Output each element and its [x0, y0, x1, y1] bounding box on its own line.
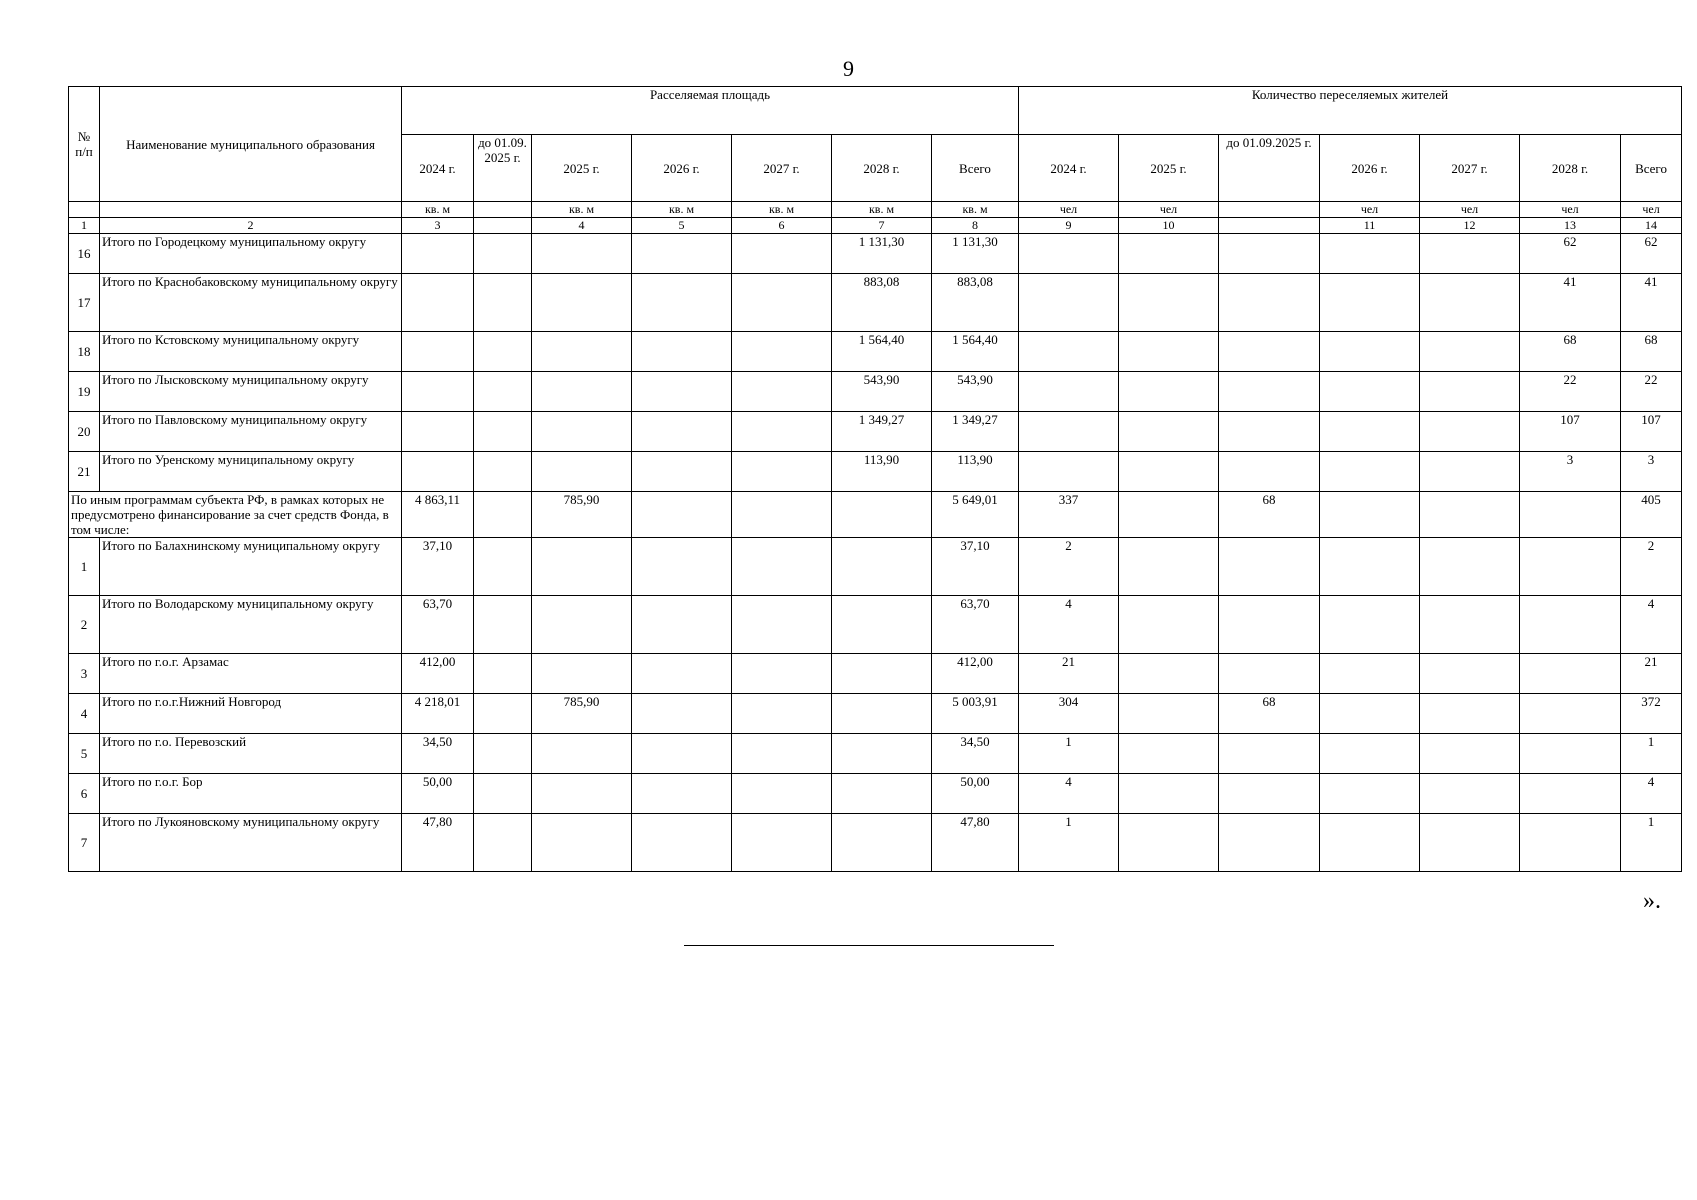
header-area-group: Расселяемая площадь — [402, 87, 1019, 135]
value-cell — [732, 654, 832, 694]
value-cell: 107 — [1520, 412, 1621, 452]
value-cell: 412,00 — [402, 654, 474, 694]
value-cell — [1320, 234, 1420, 274]
table-row — [69, 332, 1682, 372]
value-cell — [1420, 332, 1520, 372]
value-cell — [732, 332, 832, 372]
header-area-year: 2027 г. — [732, 135, 832, 202]
value-cell: 41 — [1520, 274, 1621, 332]
value-cell — [1119, 332, 1219, 372]
value-cell — [1019, 412, 1119, 452]
row-name: Итого по Володарскому муниципальному округу — [100, 596, 402, 654]
value-cell — [474, 492, 532, 538]
row-name: Итого по Городецкому муниципальному округу — [100, 234, 402, 274]
unit-cell: чел — [1019, 202, 1119, 218]
table-row-special — [69, 492, 1682, 538]
value-cell — [732, 492, 832, 538]
value-cell — [732, 774, 832, 814]
column-number-cell: 8 — [932, 218, 1019, 234]
header-residents-year: 2024 г. — [1019, 135, 1119, 202]
value-cell: 1 131,30 — [932, 234, 1019, 274]
value-cell — [1520, 492, 1621, 538]
value-cell: 2 — [1019, 538, 1119, 596]
value-cell — [532, 234, 632, 274]
value-cell — [1420, 654, 1520, 694]
value-cell — [532, 538, 632, 596]
value-cell — [632, 372, 732, 412]
value-cell: 63,70 — [402, 596, 474, 654]
row-name: Итого по Кстовскому муниципальному округу — [100, 332, 402, 372]
value-cell — [1320, 452, 1420, 492]
column-number-cell: 7 — [832, 218, 932, 234]
value-cell: 107 — [1621, 412, 1682, 452]
value-cell: 304 — [1019, 694, 1119, 734]
value-cell — [1420, 814, 1520, 872]
header-area-year: 2028 г. — [832, 135, 932, 202]
value-cell — [1520, 814, 1621, 872]
value-cell — [1420, 412, 1520, 452]
unit-cell: кв. м — [632, 202, 732, 218]
value-cell: 785,90 — [532, 492, 632, 538]
value-cell — [1320, 332, 1420, 372]
row-number: 2 — [69, 596, 100, 654]
value-cell: 785,90 — [532, 694, 632, 734]
value-cell — [732, 538, 832, 596]
table-row — [69, 694, 1682, 734]
value-cell — [474, 372, 532, 412]
value-cell — [532, 654, 632, 694]
page-number: 9 — [843, 56, 854, 81]
value-cell: 68 — [1621, 332, 1682, 372]
value-cell: 113,90 — [832, 452, 932, 492]
row-name: Итого по г.о.г.Нижний Новгород — [100, 694, 402, 734]
value-cell: 1 564,40 — [832, 332, 932, 372]
value-cell — [1219, 412, 1320, 452]
value-cell — [832, 538, 932, 596]
value-cell — [532, 452, 632, 492]
value-cell — [1019, 452, 1119, 492]
value-cell — [1119, 538, 1219, 596]
value-cell: 5 003,91 — [932, 694, 1019, 734]
value-cell: 1 — [1019, 814, 1119, 872]
value-cell — [1119, 734, 1219, 774]
header-name: Наименование муниципального образования — [100, 87, 402, 202]
value-cell — [1219, 538, 1320, 596]
column-number-cell: 3 — [402, 218, 474, 234]
table-row — [69, 372, 1682, 412]
table-row — [69, 538, 1682, 596]
value-cell — [402, 332, 474, 372]
value-cell: 62 — [1621, 234, 1682, 274]
value-cell — [532, 274, 632, 332]
value-cell — [532, 412, 632, 452]
value-cell — [632, 492, 732, 538]
row-number: 19 — [69, 372, 100, 412]
column-number-cell: 10 — [1119, 218, 1219, 234]
value-cell — [402, 372, 474, 412]
value-cell: 21 — [1621, 654, 1682, 694]
value-cell: 1 — [1019, 734, 1119, 774]
value-cell — [632, 694, 732, 734]
value-cell — [1520, 694, 1621, 734]
value-cell — [1219, 774, 1320, 814]
row-number: 16 — [69, 234, 100, 274]
column-number-cell: 5 — [632, 218, 732, 234]
value-cell: 1 — [1621, 814, 1682, 872]
value-cell: 1 564,40 — [932, 332, 1019, 372]
value-cell: 68 — [1520, 332, 1621, 372]
value-cell — [1119, 654, 1219, 694]
value-cell — [1420, 694, 1520, 734]
header-area-year: 2026 г. — [632, 135, 732, 202]
header-residents-group: Количество переселяемых жителей — [1019, 87, 1682, 135]
unit-cell — [474, 202, 532, 218]
value-cell — [474, 452, 532, 492]
table-row — [69, 814, 1682, 872]
row-number: 7 — [69, 814, 100, 872]
value-cell — [1320, 372, 1420, 412]
row-name: Итого по Балахнинскому муниципальному округу — [100, 538, 402, 596]
value-cell — [732, 452, 832, 492]
column-number-cell: 13 — [1520, 218, 1621, 234]
table-row — [69, 654, 1682, 694]
value-cell — [632, 734, 732, 774]
value-cell — [474, 814, 532, 872]
row-name: Итого по Краснобаковскому муниципальному округу — [100, 274, 402, 332]
value-cell: 2 — [1621, 538, 1682, 596]
value-cell — [832, 492, 932, 538]
header-residents-year: Всего — [1621, 135, 1682, 202]
unit-cell: чел — [1320, 202, 1420, 218]
value-cell — [1320, 734, 1420, 774]
header-residents-year: 2026 г. — [1320, 135, 1420, 202]
row-name: Итого по г.о. Перевозский — [100, 734, 402, 774]
row-number: 5 — [69, 734, 100, 774]
value-cell — [732, 814, 832, 872]
value-cell: 4 — [1621, 774, 1682, 814]
row-number: 1 — [69, 538, 100, 596]
value-cell — [1320, 694, 1420, 734]
value-cell — [832, 734, 932, 774]
value-cell — [1520, 654, 1621, 694]
value-cell: 412,00 — [932, 654, 1019, 694]
value-cell — [1219, 332, 1320, 372]
value-cell: 405 — [1621, 492, 1682, 538]
value-cell — [732, 274, 832, 332]
value-cell: 113,90 — [932, 452, 1019, 492]
value-cell: 5 649,01 — [932, 492, 1019, 538]
row-number: 6 — [69, 774, 100, 814]
value-cell — [402, 412, 474, 452]
value-cell: 47,80 — [932, 814, 1019, 872]
column-number-cell: 9 — [1019, 218, 1119, 234]
value-cell — [632, 596, 732, 654]
value-cell — [1420, 774, 1520, 814]
column-number-cell: 14 — [1621, 218, 1682, 234]
value-cell — [1119, 774, 1219, 814]
value-cell — [1219, 654, 1320, 694]
value-cell — [474, 274, 532, 332]
value-cell: 50,00 — [402, 774, 474, 814]
value-cell — [402, 452, 474, 492]
value-cell — [1219, 452, 1320, 492]
value-cell: 1 — [1621, 734, 1682, 774]
value-cell — [532, 596, 632, 654]
value-cell — [832, 596, 932, 654]
value-cell — [402, 274, 474, 332]
value-cell: 1 349,27 — [832, 412, 932, 452]
header-residents-year: до 01.09.2025 г. — [1219, 135, 1320, 202]
value-cell — [732, 734, 832, 774]
row-number: 17 — [69, 274, 100, 332]
unit-cell: кв. м — [532, 202, 632, 218]
value-cell — [1420, 452, 1520, 492]
column-number-cell: 4 — [532, 218, 632, 234]
value-cell — [532, 332, 632, 372]
table-row — [69, 734, 1682, 774]
column-number-cell: 1 — [69, 218, 100, 234]
unit-cell: кв. м — [732, 202, 832, 218]
value-cell: 883,08 — [832, 274, 932, 332]
value-cell — [632, 654, 732, 694]
value-cell — [732, 234, 832, 274]
unit-cell: чел — [1420, 202, 1520, 218]
row-name: Итого по г.о.г. Бор — [100, 774, 402, 814]
row-number: 4 — [69, 694, 100, 734]
resettlement-table — [68, 86, 1682, 872]
value-cell — [1019, 372, 1119, 412]
table-row — [69, 274, 1682, 332]
value-cell — [632, 814, 732, 872]
value-cell — [1219, 814, 1320, 872]
value-cell — [632, 412, 732, 452]
value-cell: 3 — [1621, 452, 1682, 492]
row-number: 21 — [69, 452, 100, 492]
value-cell: 22 — [1520, 372, 1621, 412]
value-cell: 68 — [1219, 492, 1320, 538]
value-cell — [1119, 234, 1219, 274]
value-cell — [832, 694, 932, 734]
value-cell — [474, 332, 532, 372]
value-cell — [732, 372, 832, 412]
value-cell — [1119, 814, 1219, 872]
value-cell — [1119, 694, 1219, 734]
value-cell — [1420, 274, 1520, 332]
value-cell — [474, 774, 532, 814]
value-cell — [1219, 372, 1320, 412]
value-cell — [532, 734, 632, 774]
value-cell — [632, 774, 732, 814]
value-cell — [732, 596, 832, 654]
table-row — [69, 596, 1682, 654]
value-cell — [1119, 372, 1219, 412]
value-cell — [1219, 274, 1320, 332]
value-cell: 337 — [1019, 492, 1119, 538]
header-area-year: 2024 г. — [402, 135, 474, 202]
value-cell — [1320, 774, 1420, 814]
table-row — [69, 452, 1682, 492]
value-cell: 34,50 — [932, 734, 1019, 774]
value-cell — [474, 234, 532, 274]
value-cell: 37,10 — [402, 538, 474, 596]
unit-cell: кв. м — [832, 202, 932, 218]
value-cell — [474, 538, 532, 596]
value-cell — [474, 654, 532, 694]
value-cell: 883,08 — [932, 274, 1019, 332]
table-row — [69, 412, 1682, 452]
value-cell — [1520, 774, 1621, 814]
value-cell — [474, 412, 532, 452]
row-number: 18 — [69, 332, 100, 372]
unit-cell: чел — [1520, 202, 1621, 218]
value-cell — [1219, 596, 1320, 654]
value-cell — [1119, 492, 1219, 538]
value-cell — [532, 372, 632, 412]
value-cell: 4 863,11 — [402, 492, 474, 538]
value-cell — [1520, 596, 1621, 654]
value-cell: 62 — [1520, 234, 1621, 274]
header-residents-year: 2027 г. — [1420, 135, 1520, 202]
value-cell — [1320, 492, 1420, 538]
value-cell — [1420, 734, 1520, 774]
unit-cell: чел — [1621, 202, 1682, 218]
table-row — [69, 774, 1682, 814]
value-cell: 47,80 — [402, 814, 474, 872]
value-cell: 1 131,30 — [832, 234, 932, 274]
row-name: Итого по г.о.г. Арзамас — [100, 654, 402, 694]
value-cell: 4 — [1019, 774, 1119, 814]
value-cell — [474, 694, 532, 734]
value-cell — [1520, 538, 1621, 596]
value-cell: 21 — [1019, 654, 1119, 694]
value-cell — [1320, 814, 1420, 872]
value-cell: 543,90 — [932, 372, 1019, 412]
header-num: № п/п — [69, 87, 100, 202]
value-cell — [1219, 734, 1320, 774]
header-residents-year: 2028 г. — [1520, 135, 1621, 202]
value-cell — [1420, 234, 1520, 274]
unit-cell — [69, 202, 100, 218]
column-number-cell: 6 — [732, 218, 832, 234]
value-cell: 22 — [1621, 372, 1682, 412]
row-name-special: По иным программам субъекта РФ, в рамках которых не предусмотрено финансирование за счет средств Фонда, в том числе: — [69, 492, 402, 538]
value-cell: 3 — [1520, 452, 1621, 492]
value-cell — [632, 274, 732, 332]
value-cell — [532, 814, 632, 872]
column-number-cell: 2 — [100, 218, 402, 234]
closing-quote: ». — [1643, 888, 1661, 914]
unit-cell: кв. м — [402, 202, 474, 218]
unit-cell — [100, 202, 402, 218]
value-cell — [1019, 234, 1119, 274]
value-cell — [1320, 538, 1420, 596]
value-cell — [1119, 596, 1219, 654]
value-cell — [1420, 372, 1520, 412]
value-cell — [532, 774, 632, 814]
value-cell — [732, 412, 832, 452]
value-cell: 4 218,01 — [402, 694, 474, 734]
row-number: 3 — [69, 654, 100, 694]
value-cell: 4 — [1621, 596, 1682, 654]
row-name: Итого по Лукояновскому муниципальному округу — [100, 814, 402, 872]
value-cell — [1420, 596, 1520, 654]
unit-cell — [1219, 202, 1320, 218]
value-cell — [1219, 234, 1320, 274]
value-cell: 34,50 — [402, 734, 474, 774]
value-cell — [632, 332, 732, 372]
value-cell: 50,00 — [932, 774, 1019, 814]
row-name: Итого по Павловскому муниципальному округу — [100, 412, 402, 452]
value-cell: 1 349,27 — [932, 412, 1019, 452]
header-residents-year: 2025 г. — [1119, 135, 1219, 202]
value-cell: 372 — [1621, 694, 1682, 734]
value-cell — [1119, 274, 1219, 332]
column-number-cell: 11 — [1320, 218, 1420, 234]
value-cell — [1119, 412, 1219, 452]
value-cell: 37,10 — [932, 538, 1019, 596]
value-cell — [1320, 654, 1420, 694]
value-cell: 63,70 — [932, 596, 1019, 654]
value-cell — [474, 734, 532, 774]
header-area-year: до 01.09. 2025 г. — [474, 135, 532, 202]
unit-cell: чел — [1119, 202, 1219, 218]
value-cell — [1420, 538, 1520, 596]
value-cell — [632, 452, 732, 492]
column-number-cell: 12 — [1420, 218, 1520, 234]
value-cell — [1420, 492, 1520, 538]
value-cell — [1019, 274, 1119, 332]
value-cell — [832, 654, 932, 694]
value-cell — [632, 234, 732, 274]
value-cell — [832, 814, 932, 872]
value-cell — [1520, 734, 1621, 774]
value-cell — [732, 694, 832, 734]
value-cell — [402, 234, 474, 274]
separator-line — [684, 945, 1054, 946]
value-cell — [1320, 412, 1420, 452]
column-number-cell — [474, 218, 532, 234]
row-name: Итого по Уренскому муниципальному округу — [100, 452, 402, 492]
value-cell — [1320, 596, 1420, 654]
value-cell — [632, 538, 732, 596]
value-cell — [1320, 274, 1420, 332]
value-cell: 4 — [1019, 596, 1119, 654]
header-area-year: Всего — [932, 135, 1019, 202]
value-cell — [832, 774, 932, 814]
row-number: 20 — [69, 412, 100, 452]
table-row — [69, 234, 1682, 274]
value-cell: 41 — [1621, 274, 1682, 332]
value-cell — [1119, 452, 1219, 492]
value-cell — [474, 596, 532, 654]
header-area-year: 2025 г. — [532, 135, 632, 202]
value-cell: 543,90 — [832, 372, 932, 412]
column-number-cell — [1219, 218, 1320, 234]
value-cell — [1019, 332, 1119, 372]
value-cell: 68 — [1219, 694, 1320, 734]
unit-cell: кв. м — [932, 202, 1019, 218]
row-name: Итого по Лысковскому муниципальному округу — [100, 372, 402, 412]
